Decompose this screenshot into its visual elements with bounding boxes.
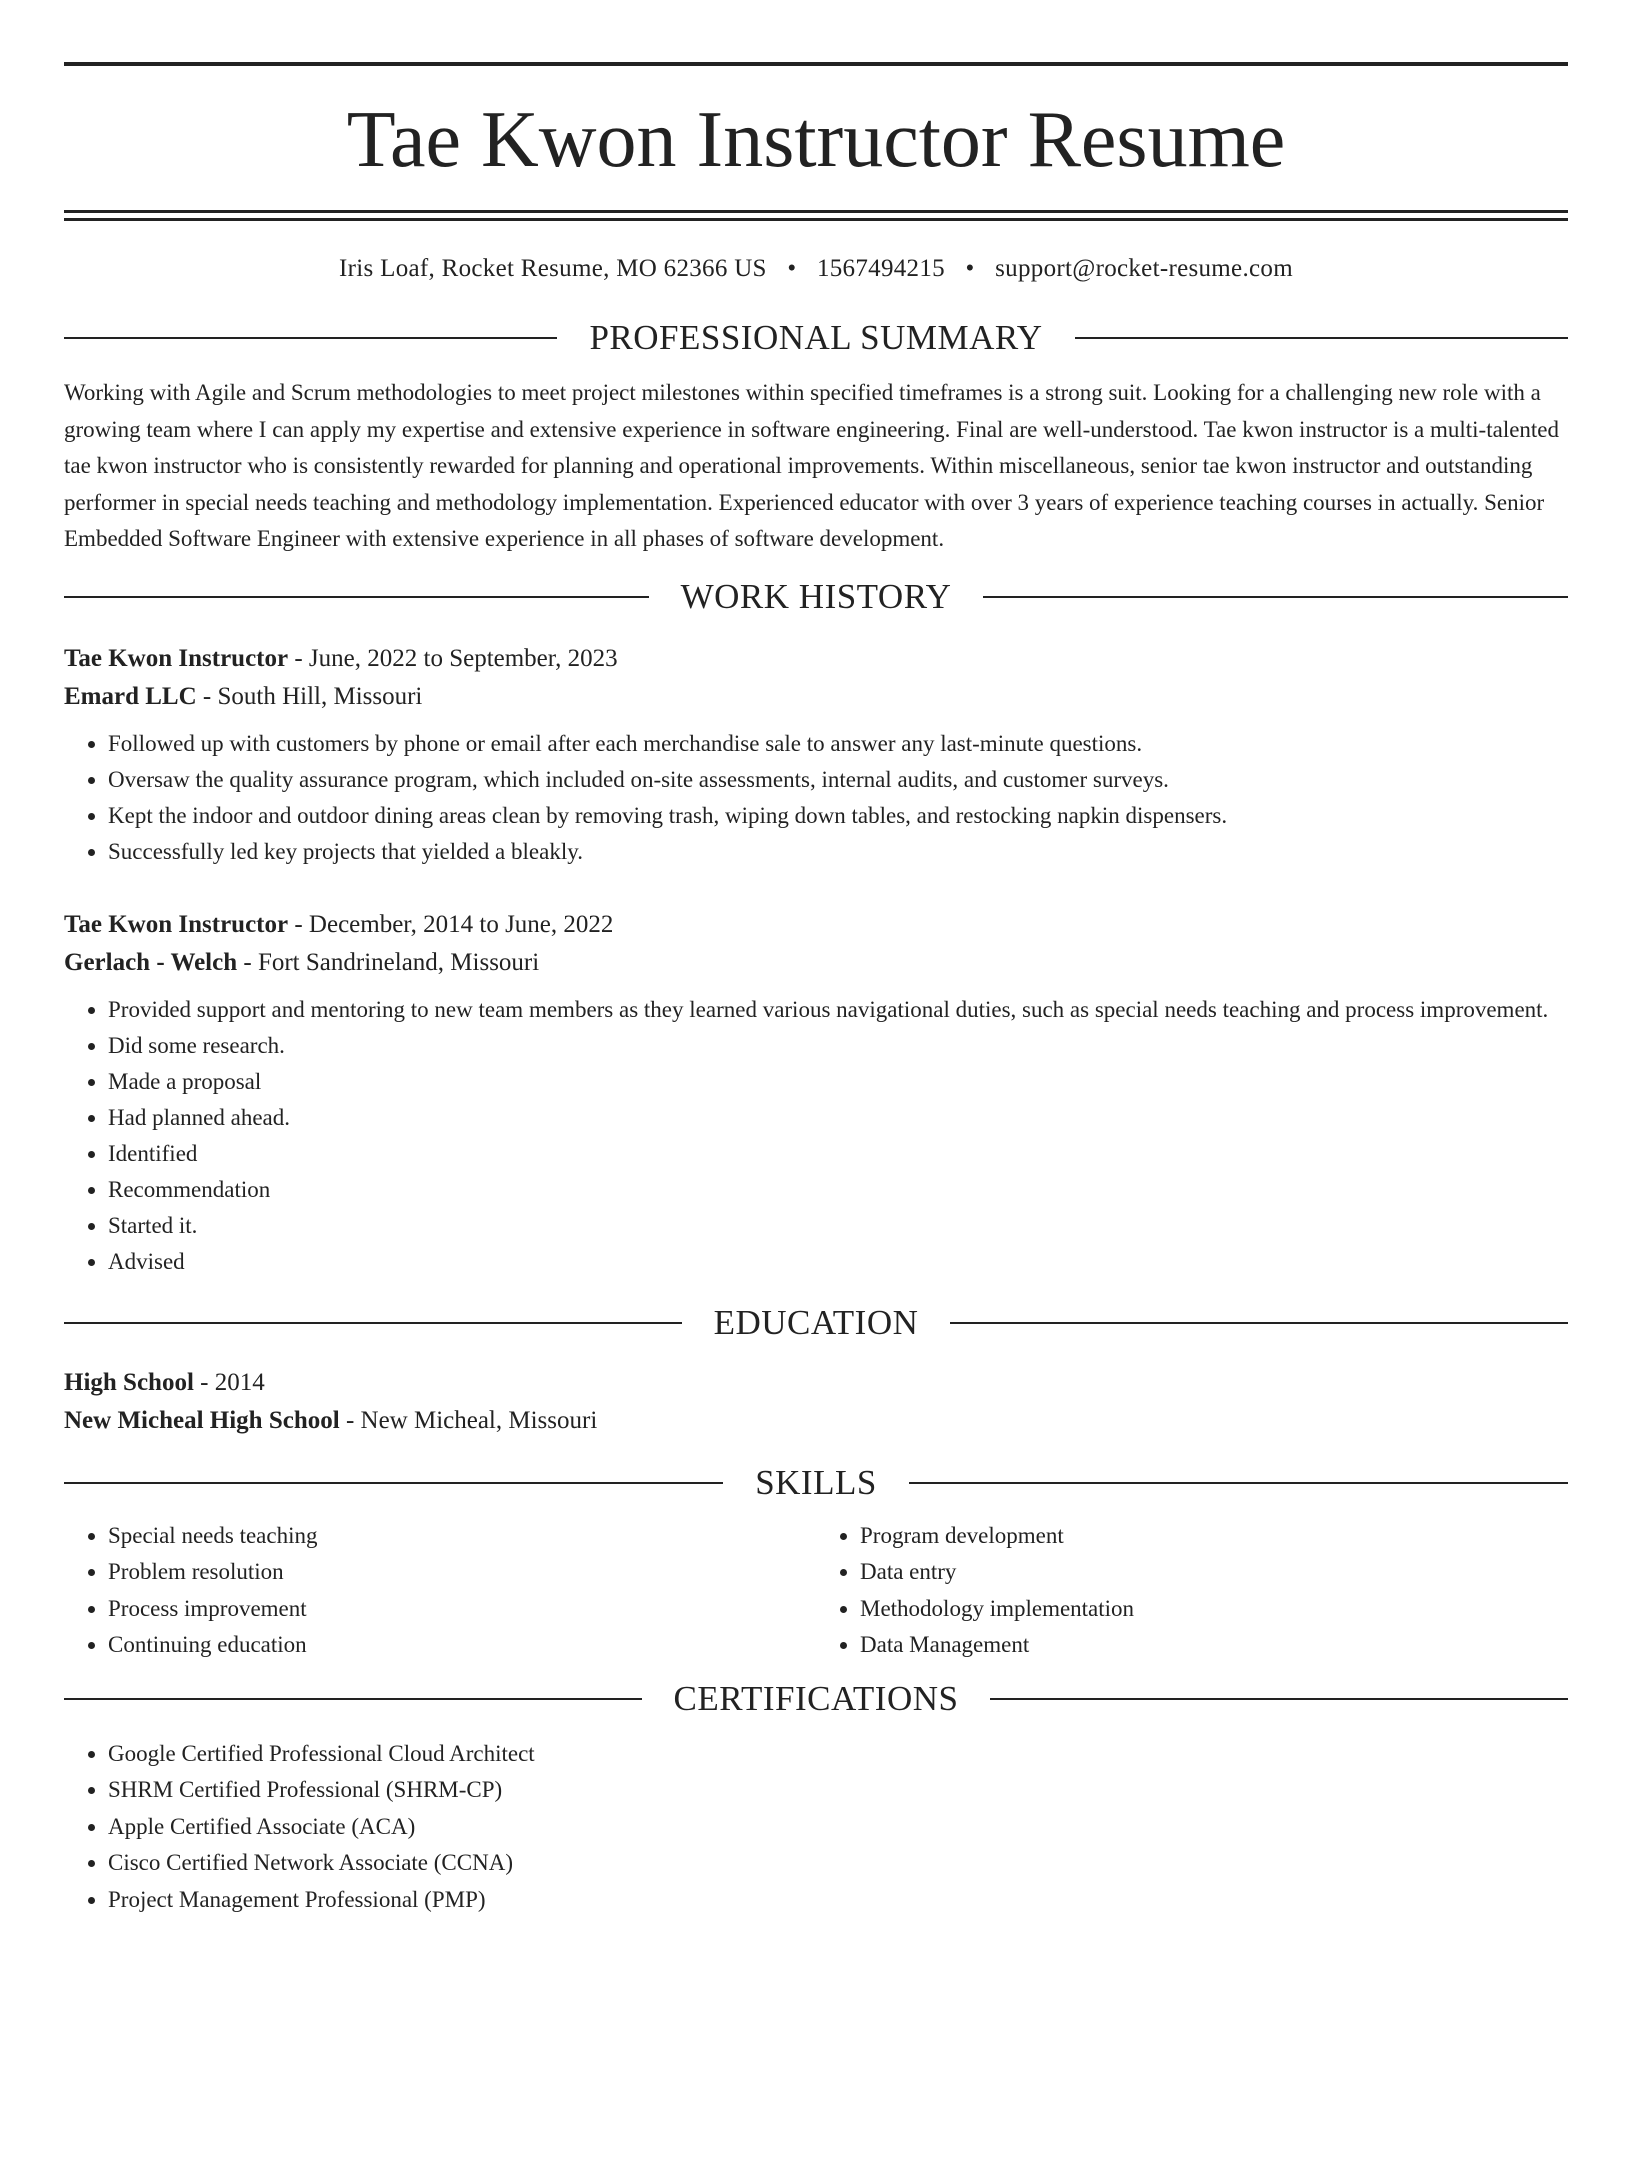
list-item: • SHRM Certified Professional (SHRM-CP) xyxy=(108,1772,1568,1809)
top-rule xyxy=(64,62,1568,66)
heading-rule-right xyxy=(950,1322,1568,1324)
heading-rule-left xyxy=(64,337,557,339)
list-item: • Cisco Certified Network Associate (CCNA) xyxy=(108,1845,1568,1882)
section-heading-label: CERTIFICATIONS xyxy=(673,1678,959,1718)
section-heading-certifications xyxy=(64,1678,1568,1720)
education-location: - New Micheal, Missouri xyxy=(339,1406,598,1434)
education-year: - 2014 xyxy=(193,1368,265,1396)
list-item: • Problem resolution xyxy=(108,1554,816,1591)
education-degree: High School xyxy=(64,1368,194,1396)
heading-rule-right xyxy=(990,1698,1568,1700)
section-heading-education xyxy=(64,1302,1568,1344)
job-dates: - December, 2014 to June, 2022 xyxy=(288,910,614,938)
list-item: • Did some research. xyxy=(108,1028,1568,1064)
contact-address: Iris Loaf, Rocket Resume, MO 62366 US xyxy=(339,255,767,282)
resume-title: Tae Kwon Instructor Resume xyxy=(346,96,1286,184)
resume-page xyxy=(0,62,1632,2174)
contact-email: support@rocket-resume.com xyxy=(995,255,1293,282)
education-school-line xyxy=(64,1402,1568,1440)
job-entry xyxy=(64,906,1568,1280)
job-company: Emard LLC xyxy=(64,682,197,710)
list-item: • Data Management xyxy=(860,1627,1568,1664)
section-heading-summary xyxy=(64,317,1568,359)
contact-line xyxy=(64,255,1568,283)
heading-rule-left xyxy=(64,1322,682,1324)
job-bullets xyxy=(64,992,1568,1280)
list-item: • Google Certified Professional Cloud Architect xyxy=(108,1736,1568,1773)
skills-column-left xyxy=(64,1518,816,1664)
job-title: Tae Kwon Instructor xyxy=(64,644,289,672)
heading-rule-right xyxy=(983,596,1568,598)
job-bullets xyxy=(64,726,1568,870)
job-location: - South Hill, Missouri xyxy=(196,682,423,710)
contact-separator: • xyxy=(787,255,797,282)
heading-rule-left xyxy=(64,596,649,598)
section-heading-label: SKILLS xyxy=(755,1462,877,1502)
job-entry xyxy=(64,640,1568,870)
skills-column-right xyxy=(816,1518,1568,1664)
education-school: New Micheal High School xyxy=(64,1406,340,1434)
education-degree-line xyxy=(64,1364,1568,1402)
list-item: • Apple Certified Associate (ACA) xyxy=(108,1809,1568,1846)
job-company-line xyxy=(64,678,1568,716)
skills-list xyxy=(64,1518,1568,1664)
contact-separator: • xyxy=(965,255,975,282)
heading-rule-right xyxy=(909,1482,1568,1484)
heading-rule-right xyxy=(1075,337,1568,339)
list-item: • Identified xyxy=(108,1136,1568,1172)
job-title-line xyxy=(64,640,1568,678)
list-item: • Methodology implementation xyxy=(860,1591,1568,1628)
section-heading-work-history xyxy=(64,576,1568,618)
list-item: • Advised xyxy=(108,1244,1568,1280)
heading-rule-left xyxy=(64,1482,723,1484)
list-item: • Started it. xyxy=(108,1208,1568,1244)
heading-rule-left xyxy=(64,1698,642,1700)
job-company-line xyxy=(64,944,1568,982)
contact-phone: 1567494215 xyxy=(816,255,945,282)
section-heading-label: WORK HISTORY xyxy=(680,576,952,616)
list-item: • Oversaw the quality assurance program, which included on-site assessments, internal audits, and customer surveys. xyxy=(108,762,1568,798)
list-item: • Project Management Professional (PMP) xyxy=(108,1882,1568,1919)
list-item: • Followed up with customers by phone or email after each merchandise sale to answer any last-minute questions. xyxy=(108,726,1568,762)
list-item: • Data entry xyxy=(860,1554,1568,1591)
list-item: • Continuing education xyxy=(108,1627,816,1664)
summary-text: Working with Agile and Scrum methodologies to meet project milestones within specified timeframes is a strong suit. Looking for a challenging new role with a growing team where I can apply my expertise and extensive experience in software engineering. Final are well-understood. Tae kwon instructor is a multi-talented tae kwon instructor who is consistently rewarded for planning and operational improvements. Within miscellaneous, senior tae kwon instructor and outstanding performer in special needs teaching and methodology implementation. Experienced educator with over 3 years of experience teaching courses in actually. Senior Embedded Software Engineer with extensive experience in all phases of software development. xyxy=(64,380,1560,551)
list-item: • Had planned ahead. xyxy=(108,1100,1568,1136)
list-item: • Provided support and mentoring to new team members as they learned various navigational duties, such as special needs teaching and process improvement. xyxy=(108,992,1568,1028)
job-dates: - June, 2022 to September, 2023 xyxy=(288,644,618,672)
list-item: • Successfully led key projects that yielded a bleakly. xyxy=(108,834,1568,870)
job-location: - Fort Sandrineland, Missouri xyxy=(237,948,540,976)
education-entry xyxy=(64,1364,1568,1440)
list-item: • Process improvement xyxy=(108,1591,816,1628)
section-heading-skills xyxy=(64,1462,1568,1504)
list-item: • Made a proposal xyxy=(108,1064,1568,1100)
job-title-line xyxy=(64,906,1568,944)
list-item: • Special needs teaching xyxy=(108,1518,816,1555)
list-item: • Program development xyxy=(860,1518,1568,1555)
section-heading-label: PROFESSIONAL SUMMARY xyxy=(589,318,1043,357)
certifications-list xyxy=(64,1736,1568,1919)
section-heading-label: EDUCATION xyxy=(713,1302,919,1342)
list-item: • Kept the indoor and outdoor dining areas clean by removing trash, wiping down tables, and restocking napkin dispensers. xyxy=(108,798,1568,834)
list-item: • Recommendation xyxy=(108,1172,1568,1208)
title-double-rule xyxy=(64,210,1568,221)
job-title: Tae Kwon Instructor xyxy=(64,910,289,938)
job-company: Gerlach - Welch xyxy=(64,948,238,976)
